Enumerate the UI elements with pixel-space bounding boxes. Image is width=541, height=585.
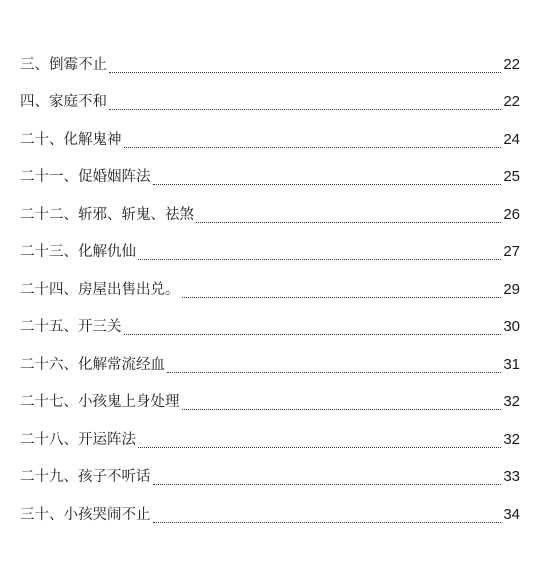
- toc-dot-leader: [138, 446, 501, 448]
- toc-entry[interactable]: [20, 419, 520, 457]
- toc-entry-title: 二十九、孩子不听话: [20, 469, 151, 485]
- toc-entry-page: 30: [503, 318, 520, 335]
- toc-entry[interactable]: [20, 269, 520, 307]
- toc-entry-title: 四、家庭不和: [20, 94, 107, 110]
- toc-entry-title: 三、倒霉不止: [20, 56, 107, 73]
- toc-entry-title: 二十六、化解常流经血: [20, 356, 165, 373]
- toc-entry-page: 31: [503, 355, 520, 373]
- toc-entry-title: 二十、化解鬼神: [20, 131, 122, 148]
- table-of-contents: [20, 44, 520, 532]
- toc-dot-leader: [124, 333, 502, 335]
- toc-dot-leader: [109, 108, 501, 110]
- toc-dot-leader: [138, 258, 501, 260]
- toc-entry-page: 22: [503, 55, 520, 73]
- toc-entry[interactable]: [20, 344, 520, 382]
- toc-dot-leader: [153, 521, 502, 523]
- toc-dot-leader: [153, 183, 502, 185]
- toc-dot-leader: [182, 296, 502, 298]
- toc-entry[interactable]: [20, 157, 520, 195]
- toc-entry-page: 24: [503, 130, 520, 148]
- toc-entry-title: 二十二、斩邪、斩鬼、祛煞: [20, 206, 194, 223]
- toc-dot-leader: [124, 146, 502, 148]
- toc-entry-page: 22: [503, 93, 520, 110]
- toc-dot-leader: [196, 221, 501, 223]
- toc-entry-page: 34: [503, 505, 520, 523]
- toc-entry-title: 二十五、开三关: [20, 319, 122, 335]
- toc-entry[interactable]: [20, 119, 520, 157]
- toc-dot-leader: [167, 371, 501, 373]
- toc-entry-page: 32: [503, 430, 520, 448]
- toc-dot-leader: [153, 483, 502, 485]
- toc-entry-page: 26: [503, 205, 520, 223]
- toc-entry-title: 三十、小孩哭闹不止: [20, 506, 151, 523]
- toc-entry-title: 二十四、房屋出售出兑。: [20, 281, 180, 298]
- toc-entry[interactable]: [20, 494, 520, 532]
- toc-entry[interactable]: [20, 307, 520, 345]
- toc-entry-title: 二十八、开运阵法: [20, 431, 136, 448]
- toc-dot-leader: [109, 71, 501, 73]
- toc-entry-title: 二十三、化解仇仙: [20, 244, 136, 260]
- toc-entry-page: 27: [503, 243, 520, 260]
- toc-entry-page: 25: [503, 168, 520, 185]
- toc-entry[interactable]: [20, 82, 520, 120]
- toc-entry-page: 29: [503, 280, 520, 298]
- toc-entry[interactable]: [20, 194, 520, 232]
- toc-entry-title: 二十一、促婚姻阵法: [20, 169, 151, 185]
- toc-entry[interactable]: [20, 457, 520, 495]
- toc-entry-title: 二十七、小孩鬼上身处理: [20, 394, 180, 410]
- toc-dot-leader: [182, 408, 502, 410]
- toc-entry[interactable]: [20, 232, 520, 270]
- toc-entry[interactable]: [20, 382, 520, 420]
- toc-entry[interactable]: [20, 44, 520, 82]
- toc-entry-page: 33: [503, 468, 520, 485]
- toc-entry-page: 32: [503, 393, 520, 410]
